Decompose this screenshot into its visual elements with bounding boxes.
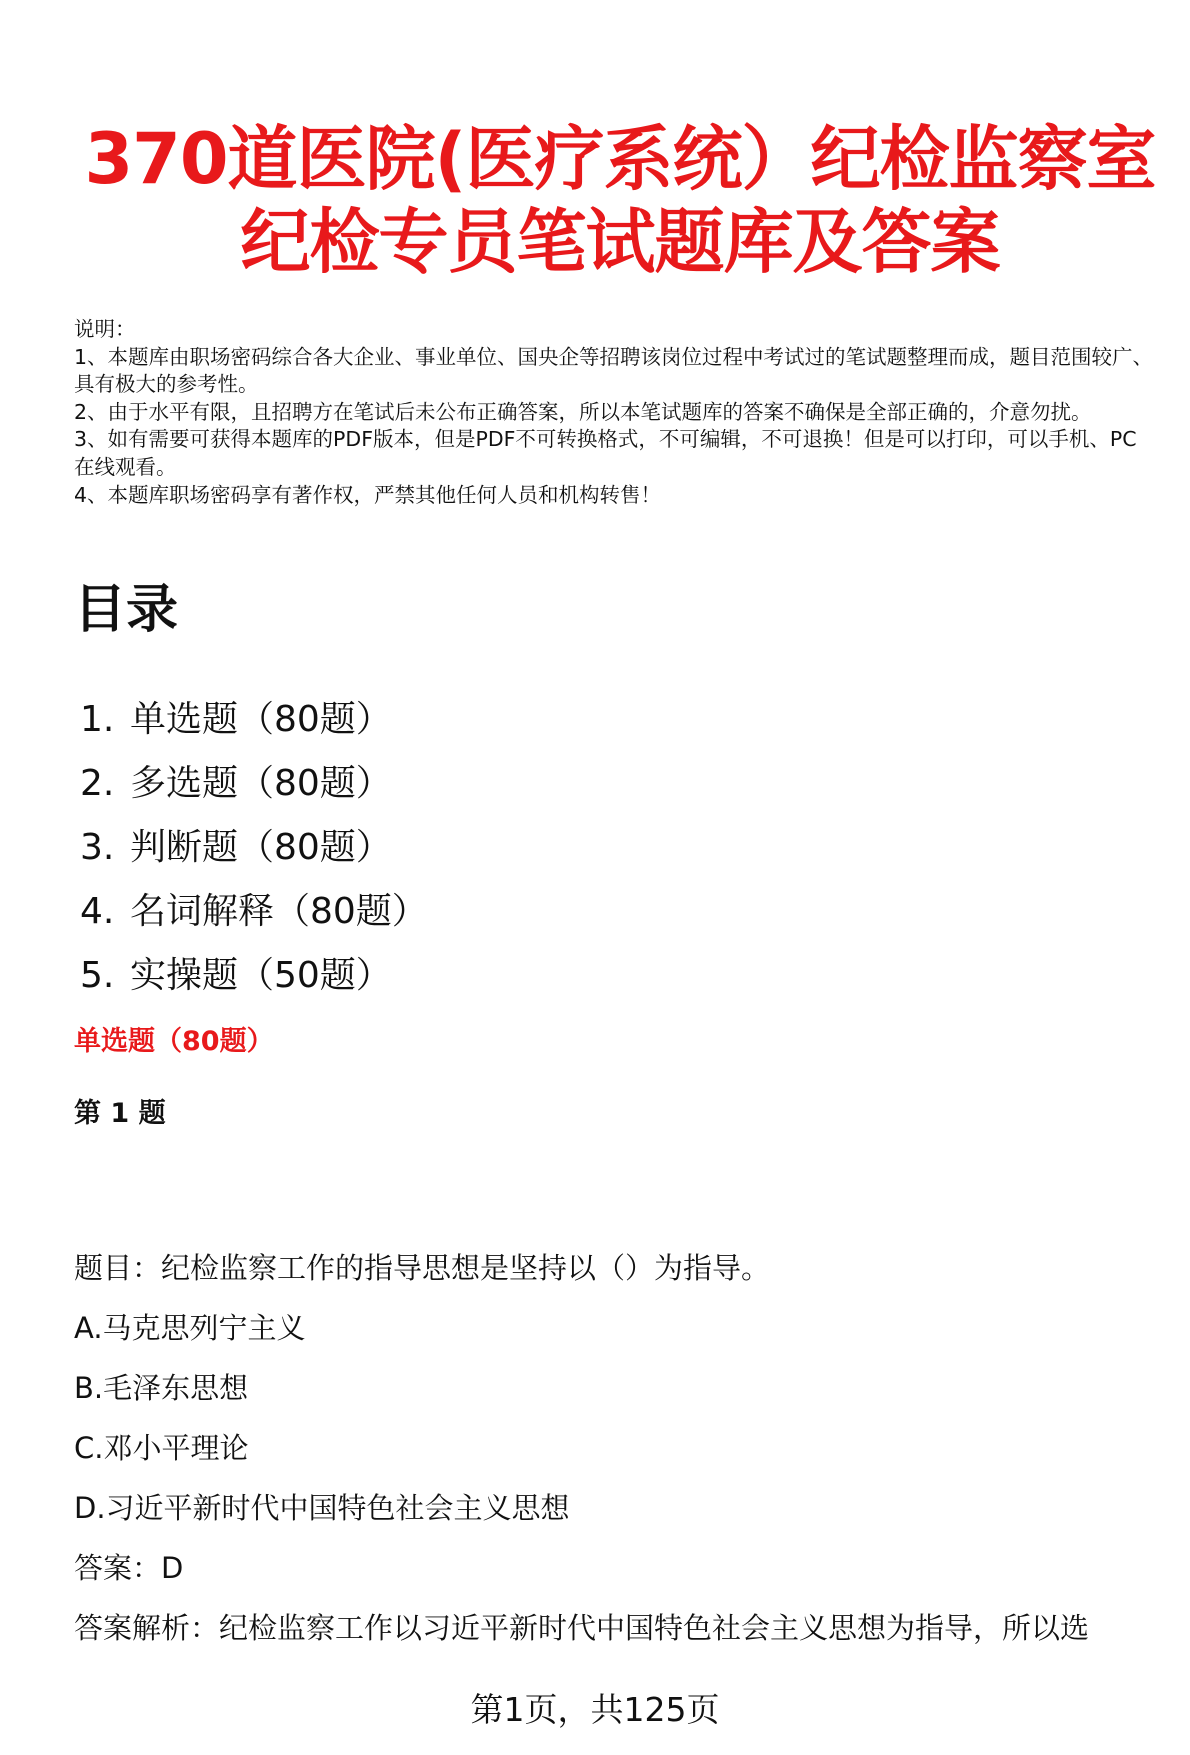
answer-analysis: 答案解析：纪检监察工作以习近平新时代中国特色社会主义思想为指导，所以选 [74, 1611, 1090, 1645]
toc-item-label: 名词解释（80题） [130, 891, 428, 932]
instruction-item: 1、本题库由职场密码综合各大企业、事业单位、国央企等招聘该岗位过程中考试过的笔试题整理而成，题目范围较广、具有极大的参考性。 [74, 344, 1154, 397]
question-block [74, 1238, 1134, 1658]
toc-item-number: 5. [80, 955, 115, 996]
instructions-block [74, 316, 1154, 509]
toc-item-practical[interactable] [80, 944, 428, 1008]
option-c: C.邓小平理论 [74, 1431, 249, 1465]
toc-item-label: 单选题（80题） [130, 699, 392, 740]
page-footer: 第1页，共125页 [470, 1690, 720, 1729]
instructions-heading: 说明： [74, 317, 136, 341]
title-line-2: 纪检专员笔试题库及答案 [240, 201, 1000, 283]
option-b: B.毛泽东思想 [74, 1371, 249, 1405]
toc-item-number: 4. [80, 891, 115, 932]
toc-item-single-choice[interactable] [80, 688, 428, 752]
instruction-item: 4、本题库职场密码享有著作权，严禁其他任何人员和机构转售！ [74, 482, 662, 507]
instruction-item: 2、由于水平有限，且招聘方在笔试后未公布正确答案，所以本笔试题库的答案不确保是全部正确的，介意勿扰。 [74, 399, 1092, 424]
toc-item-number: 1. [80, 699, 115, 740]
question-stem: 题目：纪检监察工作的指导思想是坚持以（）为指导。 [74, 1251, 771, 1285]
toc-item-label: 判断题（80题） [130, 827, 392, 868]
toc-item-label: 实操题（50题） [130, 955, 392, 996]
option-d: D.习近平新时代中国特色社会主义思想 [74, 1491, 570, 1525]
toc-item-label: 多选题（80题） [130, 763, 392, 804]
toc-heading: 目录 [74, 580, 179, 640]
document-title [60, 118, 1180, 284]
answer: 答案：D [74, 1551, 184, 1585]
question-number: 第 1 题 [74, 1098, 166, 1129]
table-of-contents [80, 688, 428, 1008]
section-heading: 单选题（80题） [74, 1026, 274, 1057]
toc-item-number: 3. [80, 827, 115, 868]
instruction-item: 3、如有需要可获得本题库的PDF版本，但是PDF不可转换格式，不可编辑，不可退换！但是可以打印，可以手机、PC在线观看。 [74, 427, 1137, 479]
toc-item-true-false[interactable] [80, 816, 428, 880]
option-a: A.马克思列宁主义 [74, 1311, 306, 1345]
toc-item-term-definition[interactable] [80, 880, 428, 944]
toc-item-number: 2. [80, 763, 115, 804]
title-line-1: 370道医院(医疗系统）纪检监察室 [84, 118, 1156, 200]
toc-item-multiple-choice[interactable] [80, 752, 428, 816]
